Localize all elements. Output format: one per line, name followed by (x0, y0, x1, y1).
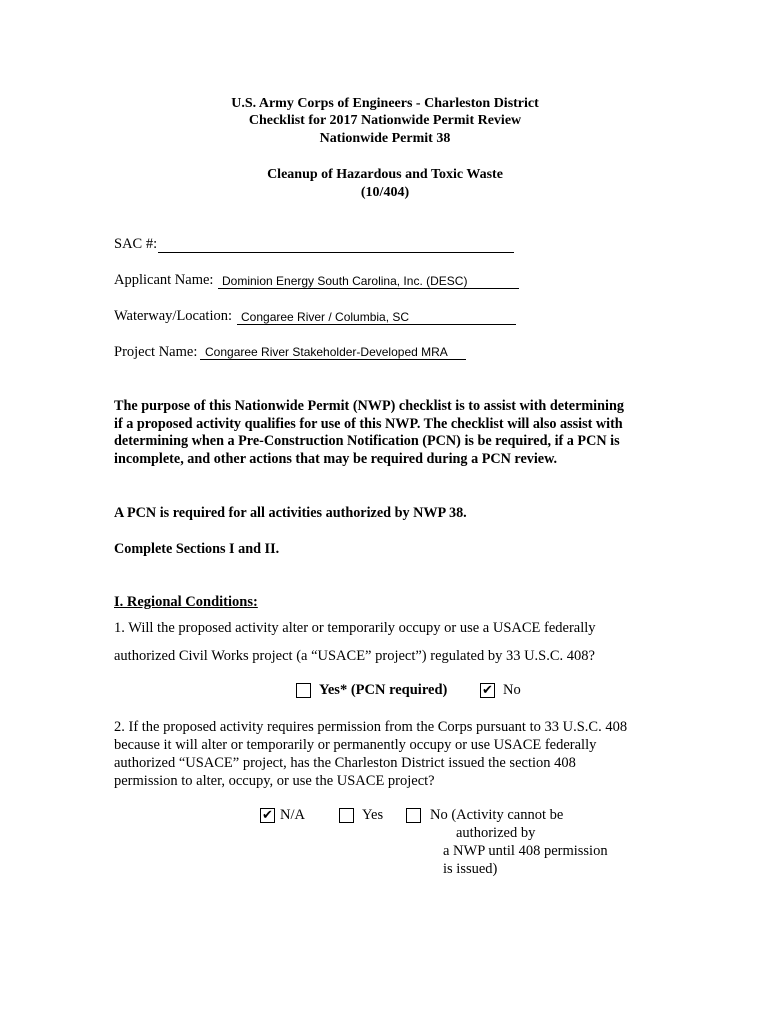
header-line-4: Cleanup of Hazardous and Toxic Waste (267, 167, 503, 182)
project-label: Project Name: (114, 344, 198, 360)
q2-yes-checkbox[interactable] (339, 808, 354, 823)
sac-field[interactable] (158, 236, 514, 253)
q1-yes-label: Yes* (PCN required) (319, 682, 448, 698)
header-line-1: U.S. Army Corps of Engineers - Charleston District (231, 96, 539, 111)
project-value: Congaree River Stakeholder-Developed MRA (205, 345, 448, 359)
header-line-5: (10/404) (360, 185, 410, 200)
q2-no-label-line-2: authorized by (456, 825, 536, 841)
complete-sections-text: Complete Sections I and II. (114, 541, 280, 557)
q2-no-checkbox[interactable] (406, 808, 421, 823)
q1-yes-checkbox[interactable] (296, 683, 311, 698)
question-2-text: 2. If the proposed activity requires permission from the Corps pursuant to 33 U.S.C. 408 because it will alter or temporarily or permanently occupy or use USACE federally authorized “USACE” project, has the Charleston District issued the section 408 permission to alter, occupy, or use the USACE project? (114, 719, 628, 789)
pcn-required-text: A PCN is required for all activities authorized by NWP 38. (114, 505, 467, 521)
q2-no-label-line-1: No (Activity cannot be (430, 807, 564, 823)
question-1-line-2: authorized Civil Works project (a “USACE” project”) regulated by 33 U.S.C. 408? (114, 648, 595, 664)
waterway-value: Congaree River / Columbia, SC (241, 310, 410, 324)
applicant-value: Dominion Energy South Carolina, Inc. (DESC) (222, 274, 468, 288)
q1-no-checkbox[interactable]: ✔ (480, 683, 495, 698)
sac-label: SAC #: (114, 236, 158, 252)
applicant-label: Applicant Name: (114, 272, 214, 288)
waterway-label: Waterway/Location: (114, 308, 233, 324)
q2-na-label: N/A (280, 807, 305, 823)
q2-no-label-line-4: is issued) (443, 861, 498, 877)
purpose-paragraph: The purpose of this Nationwide Permit (NWP) checklist is to assist with determining if a proposed activity qualifies for use of this NWP. The checklist will also assist with determining when a Pre-Construction Notification (PCN) is be required, if a PCN is incomplete, and other actions that may be required during a PCN review. (114, 398, 624, 467)
waterway-field[interactable] (237, 308, 516, 325)
header-line-3: Nationwide Permit 38 (319, 131, 451, 146)
question-1-line-1: 1. Will the proposed activity alter or temporarily occupy or use a USACE federally (114, 620, 596, 636)
header-line-2: Checklist for 2017 Nationwide Permit Review (248, 113, 522, 128)
q2-no-label-line-3: a NWP until 408 permission (443, 843, 608, 859)
q2-na-checkbox[interactable]: ✔ (260, 808, 275, 823)
q2-yes-label: Yes (362, 807, 384, 823)
applicant-field[interactable] (218, 272, 519, 289)
project-field[interactable] (200, 343, 466, 360)
section-heading: I. Regional Conditions: (114, 594, 258, 610)
q1-no-label: No (503, 682, 521, 698)
